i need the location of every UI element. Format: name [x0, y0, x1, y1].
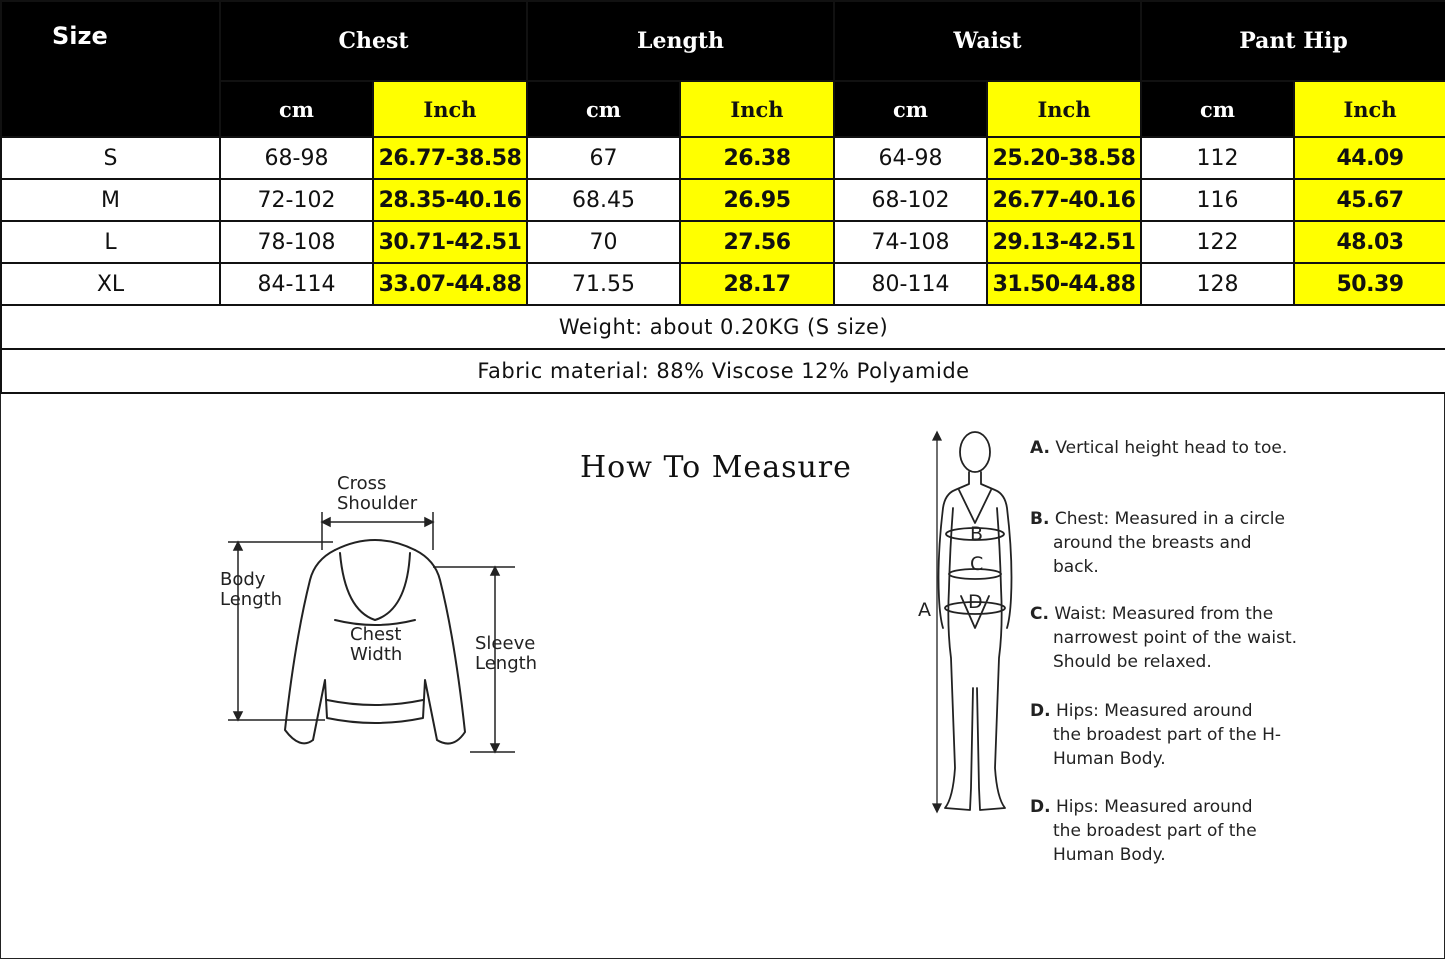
- cell: 80-114: [834, 263, 987, 305]
- marker-a: A: [918, 599, 931, 621]
- cell: 72-102: [220, 179, 373, 221]
- cell: 70: [527, 221, 680, 263]
- cell: 71.55: [527, 263, 680, 305]
- how-to-measure-title: How To Measure: [580, 450, 852, 485]
- unit-inch: Inch: [373, 81, 527, 137]
- group-waist: Waist: [834, 1, 1141, 81]
- unit-cm: cm: [834, 81, 987, 137]
- definition-c: C. Waist: Measured from the narrowest point of the waist. Should be relaxed.: [1030, 604, 1298, 672]
- cell: 30.71-42.51: [373, 221, 527, 263]
- table-row: [1, 179, 1445, 221]
- chest-width-label: Chest Width: [350, 624, 403, 665]
- unit-cm: cm: [527, 81, 680, 137]
- cell: 26.95: [680, 179, 834, 221]
- group-length: Length: [527, 1, 834, 81]
- unit-inch: Inch: [680, 81, 834, 137]
- cell: 68-102: [834, 179, 987, 221]
- cell: 28.35-40.16: [373, 179, 527, 221]
- cell: 45.67: [1294, 179, 1445, 221]
- definition-b: B. Chest: Measured in a circle around the breasts and back.: [1030, 509, 1285, 577]
- marker-b: B: [970, 523, 984, 545]
- row-size: M: [1, 179, 220, 221]
- definition-d: D. Hips: Measured around the broadest part of the H- Human Body.: [1030, 701, 1281, 769]
- cell: 26.38: [680, 137, 834, 179]
- unit-inch: Inch: [1294, 81, 1445, 137]
- cell: 26.77-38.58: [373, 137, 527, 179]
- definition-a: A. Vertical height head to toe.: [1030, 438, 1288, 458]
- table-row: [1, 137, 1445, 179]
- cell: 33.07-44.88: [373, 263, 527, 305]
- unit-cm: cm: [1141, 81, 1294, 137]
- cross-shoulder-label: Cross Shoulder: [337, 473, 418, 514]
- cell: 31.50-44.88: [987, 263, 1141, 305]
- cell: 27.56: [680, 221, 834, 263]
- definition-d-2: D. Hips: Measured around the broadest part of the Human Body.: [1030, 797, 1257, 865]
- size-header: Size: [1, 1, 220, 137]
- cell: 68-98: [220, 137, 373, 179]
- body-length-label: Body Length: [220, 569, 283, 610]
- cell: 44.09: [1294, 137, 1445, 179]
- row-size: L: [1, 221, 220, 263]
- weight-note: Weight: about 0.20KG (S size): [1, 305, 1445, 349]
- cell: 26.77-40.16: [987, 179, 1141, 221]
- cell: 48.03: [1294, 221, 1445, 263]
- unit-cm: cm: [220, 81, 373, 137]
- body-figure-illustration: [915, 428, 1025, 818]
- cell: 84-114: [220, 263, 373, 305]
- cell: 74-108: [834, 221, 987, 263]
- row-size: XL: [1, 263, 220, 305]
- sleeve-length-label: Sleeve Length: [475, 633, 538, 674]
- unit-inch: Inch: [987, 81, 1141, 137]
- size-table: [0, 0, 1445, 394]
- cell: 116: [1141, 179, 1294, 221]
- cell: 67: [527, 137, 680, 179]
- cell: 28.17: [680, 263, 834, 305]
- jacket-illustration: [215, 470, 545, 770]
- cell: 64-98: [834, 137, 987, 179]
- table-row: [1, 221, 1445, 263]
- cell: 128: [1141, 263, 1294, 305]
- table-row: [1, 263, 1445, 305]
- cell: 25.20-38.58: [987, 137, 1141, 179]
- cell: 122: [1141, 221, 1294, 263]
- cell: 68.45: [527, 179, 680, 221]
- group-pant-hip: Pant Hip: [1141, 1, 1445, 81]
- cell: 50.39: [1294, 263, 1445, 305]
- fabric-note: Fabric material: 88% Viscose 12% Polyamide: [1, 349, 1445, 393]
- cell: 78-108: [220, 221, 373, 263]
- row-size: S: [1, 137, 220, 179]
- cell: 112: [1141, 137, 1294, 179]
- group-chest: Chest: [220, 1, 527, 81]
- cell: 29.13-42.51: [987, 221, 1141, 263]
- marker-d: D: [968, 591, 983, 613]
- marker-c: C: [970, 553, 984, 575]
